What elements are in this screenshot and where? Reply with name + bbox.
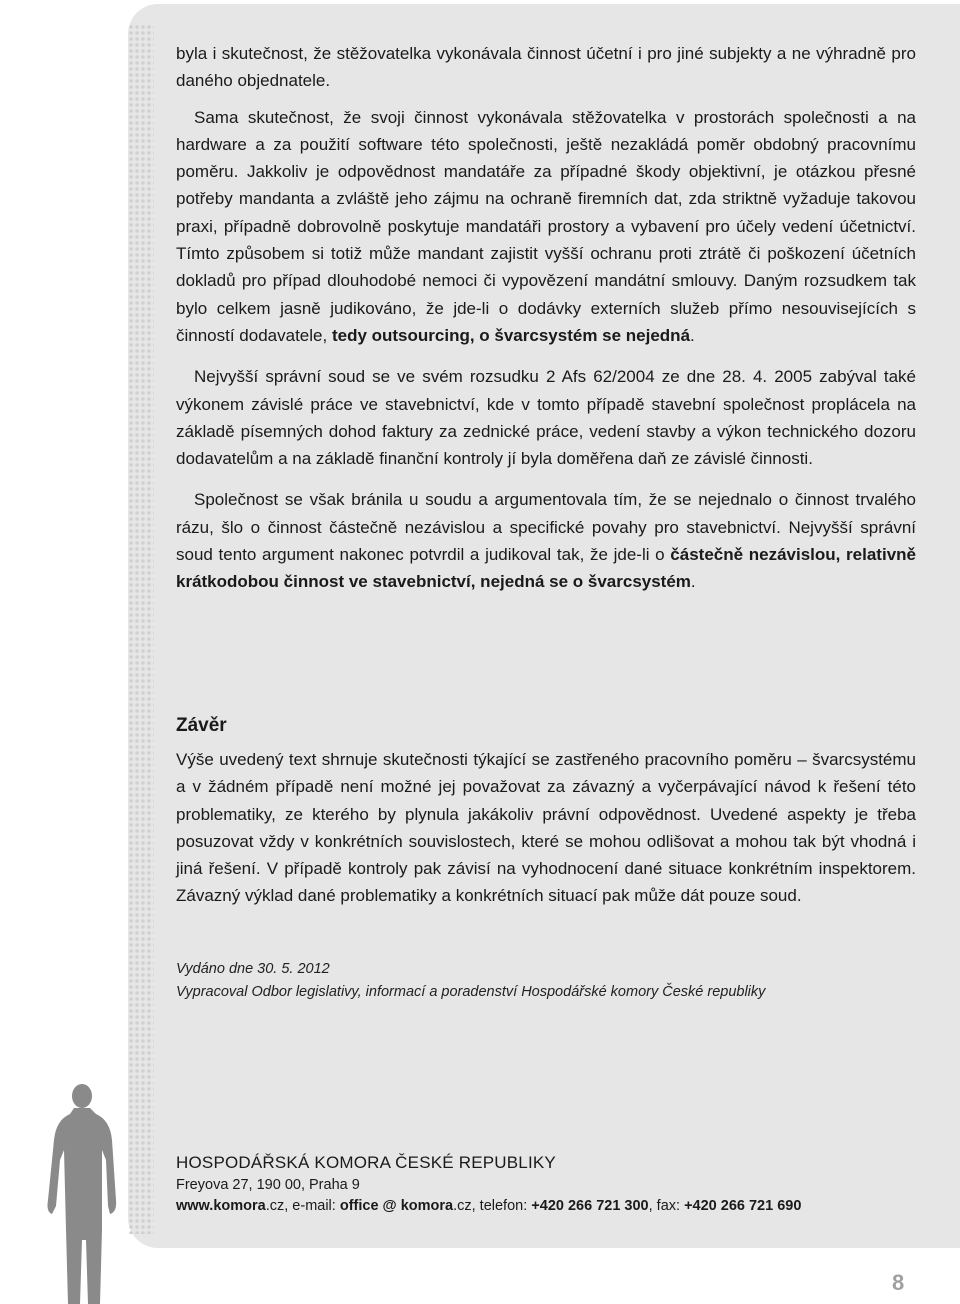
issued-info	[176, 958, 936, 1004]
paragraph-4	[176, 486, 916, 595]
organization-name: HOSPODÁŘSKÁ KOMORA ČESKÉ REPUBLIKY	[176, 1153, 556, 1172]
fax-number: +420 266 721 690	[684, 1198, 802, 1214]
phone-number: +420 266 721 300	[531, 1198, 649, 1214]
body-text	[176, 40, 916, 596]
person-silhouette-icon	[30, 1080, 130, 1304]
issued-author: Vypracoval Odbor legislativy, informací a poradenství Hospodářské komory České republiky	[176, 984, 766, 1000]
email-link[interactable]: office @ komora	[339, 1198, 454, 1214]
organization-footer	[176, 1152, 936, 1217]
paragraph-4-emphasis: částečně nezávislou, relativně krátkodobou činnost ve stavebnictví, nejedná se o švarcsystém	[176, 545, 916, 592]
contact-text-1: .cz, e-mail:	[265, 1198, 340, 1214]
dotted-border-decoration	[128, 24, 154, 1234]
paragraph-2	[176, 104, 916, 350]
paragraph-2-text: Sama skutečnost, že svoji činnost vykonávala stěžovatelka v prostorách společnosti a na hardware a za použití software této společnosti, ještě nezakládá poměr obdobný pracovnímu poměru. Jakkoliv je odpovědnost mandatáře za případné škody objektivní, je otázkou přesné potřeby mandanta a zvláště jeho zájmu na ochraně firemních dat, zda striktně vyžaduje takovou praxi, případně dobrovolně poskytuje mandatáři prostory a vybavení pro účely vedení účetnictví. Tímto způsobem si totiž může mandant zajistit vyšší ochranu proti ztrátě či poškození účetních dokladů pro případ dlouhodobé nemoci či vypovězení mandátní smlouvy. Daným rozsudkem tak bylo celkem jasně judikováno, že jde-li o dodávky externích služeb přímo nesouvisejících s činností dodavatele,	[176, 107, 916, 345]
organization-address: Freyova 27, 190 00, Praha 9	[176, 1177, 360, 1193]
page-number: 8	[892, 1270, 905, 1295]
organization-contact	[176, 1196, 936, 1217]
contact-text-3: , fax:	[648, 1198, 685, 1214]
paragraph-2-end: .	[690, 325, 695, 345]
contact-text-2: .cz, telefon:	[453, 1198, 532, 1214]
paragraph-2-emphasis: tedy outsourcing, o švarcsystém se nejedná	[331, 325, 691, 345]
paragraph-1: byla i skutečnost, že stěžovatelka vykonávala činnost účetní i pro jiné subjekty a ne výhradně pro daného objednatele.	[176, 44, 916, 91]
paragraph-4-end: .	[690, 572, 696, 592]
conclusion-heading: Závěr	[176, 715, 227, 736]
issued-date: Vydáno dne 30. 5. 2012	[176, 961, 330, 977]
paragraph-4-text: Společnost se však bránila u soudu a argumentovala tím, že se nejednalo o činnost trvalého rázu, šlo o činnost částečně nezávislou a specifické povahy pro stavebnictví. Nejvyšší správní soud tento argument nakonec potvrdil a judikoval tak, že jde-li o	[176, 490, 916, 565]
conclusion-text: Výše uvedený text shrnuje skutečnosti týkající se zastřeného pracovního poměru – švarcsystému a v žádném případě není možné jej považovat za závazný a vyčerpávající návod k řešení této problematiky, ze kterého by plynula jakákoliv právní odpovědnost. Uvedené aspekty je třeba posuzovat vždy v konkrétních souvislostech, které se mohou odlišovat a mohou tak být vhodná i jiná řešení. V případě kontroly pak závisí na vyhodnocení dané situace konkrétním inspektorem. Závazný výklad dané problematiky a konkrétních situací pak může dát pouze soud.	[176, 750, 916, 906]
website-link[interactable]: www.komora	[176, 1198, 266, 1214]
paragraph-3: Nejvyšší správní soud se ve svém rozsudku 2 Afs 62/2004 ze dne 28. 4. 2005 zabýval také výkonem závislé práce ve stavebnictví, kde v tomto případě stavební společnost proplácela na základě písemných dohod faktury za zednické práce, vedení stavby a výkon technického dozoru dodavatelům a na základě finanční kontroly jí byla doměřena daň ze závislé činnosti.	[176, 367, 916, 469]
